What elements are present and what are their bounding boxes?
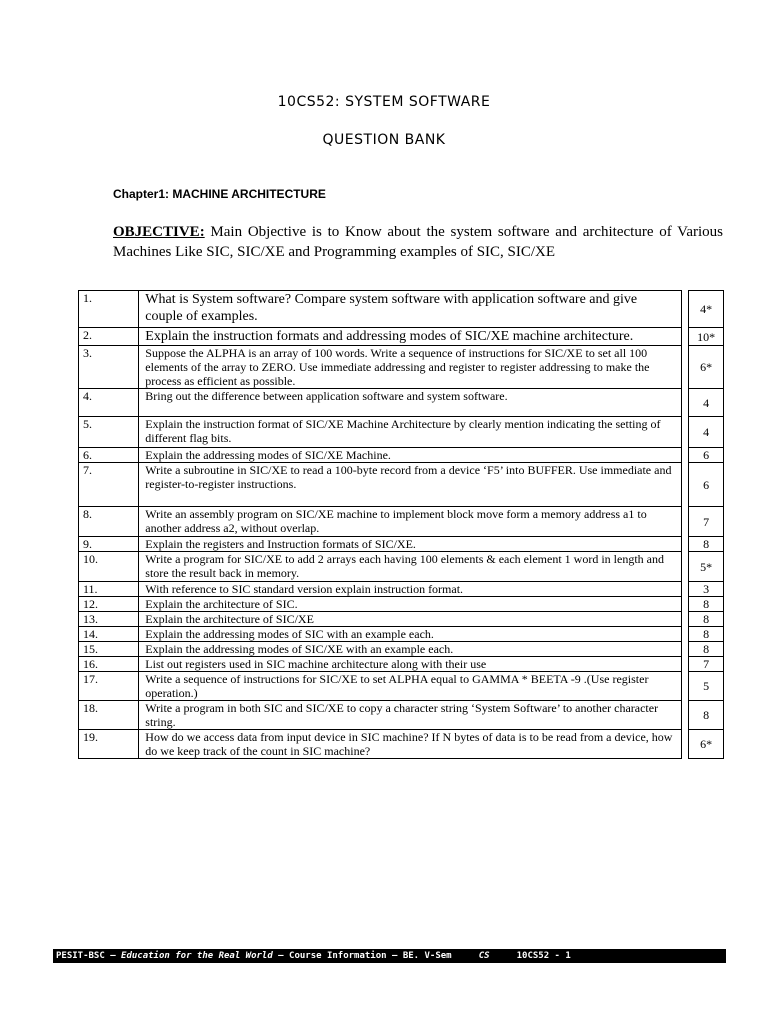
footer-org: PESIT-BSC xyxy=(56,951,105,961)
question-row xyxy=(78,641,724,656)
question-row xyxy=(78,729,724,759)
question-row xyxy=(78,671,724,700)
question-text: List out registers used in SIC machine architecture along with their use xyxy=(139,656,681,671)
question-row xyxy=(78,611,724,626)
question-marks: 8 xyxy=(688,641,724,656)
column-gap xyxy=(681,581,688,596)
question-text: Write a subroutine in SIC/XE to read a 100-byte record from a device ‘F5’ into BUFFER. Use immediate and register-to-register instructions. xyxy=(139,462,681,506)
question-text: Write a program for SIC/XE to add 2 arrays each having 100 elements & each element 1 word in length and store the result back in memory. xyxy=(139,551,681,581)
column-gap xyxy=(681,641,688,656)
question-text: Write a sequence of instructions for SIC/XE to set ALPHA equal to GAMMA * BEETA -9 .(Use register operation.) xyxy=(139,671,681,700)
question-number: 3. xyxy=(78,345,139,388)
column-gap xyxy=(681,462,688,506)
question-marks: 4* xyxy=(688,290,724,327)
question-marks: 5 xyxy=(688,671,724,700)
question-marks: 4 xyxy=(688,416,724,447)
column-gap xyxy=(681,536,688,551)
column-gap xyxy=(681,551,688,581)
footer-tagline: Education for the Real World xyxy=(121,951,273,961)
column-gap xyxy=(681,388,688,416)
question-number: 19. xyxy=(78,729,139,759)
question-text: Explain the addressing modes of SIC/XE Machine. xyxy=(139,447,681,462)
question-row xyxy=(78,626,724,641)
question-number: 15. xyxy=(78,641,139,656)
question-marks: 8 xyxy=(688,596,724,611)
objective-text: Main Objective is to Know about the system software and architecture of Various Machines Like SIC, SIC/XE and Programming examples of SIC, SIC/XE xyxy=(113,224,723,260)
document-title: 10CS52: SYSTEM SOFTWARE xyxy=(277,94,491,110)
question-text: Explain the architecture of SIC. xyxy=(139,596,681,611)
column-gap xyxy=(681,506,688,536)
question-text: Write a program in both SIC and SIC/XE to copy a character string ‘System Software’ to another character string. xyxy=(139,700,681,729)
question-text: Write an assembly program on SIC/XE machine to implement block move form a memory address a1 to another address a2, without overlap. xyxy=(139,506,681,536)
column-gap xyxy=(681,656,688,671)
question-marks: 8 xyxy=(688,536,724,551)
question-row xyxy=(78,290,724,327)
question-text: Explain the registers and Instruction formats of SIC/XE. xyxy=(139,536,681,551)
question-row xyxy=(78,447,724,462)
question-marks: 3 xyxy=(688,581,724,596)
question-text: What is System software? Compare system software with application software and give couple of examples. xyxy=(139,290,681,327)
question-text: Explain the instruction formats and addressing modes of SIC/XE machine architecture. xyxy=(139,327,681,345)
question-number: 13. xyxy=(78,611,139,626)
question-marks: 7 xyxy=(688,656,724,671)
column-gap xyxy=(681,700,688,729)
question-row xyxy=(78,596,724,611)
question-marks: 4 xyxy=(688,388,724,416)
question-number: 10. xyxy=(78,551,139,581)
question-text: Bring out the difference between application software and system software. xyxy=(139,388,681,416)
question-number: 14. xyxy=(78,626,139,641)
column-gap xyxy=(681,611,688,626)
question-row xyxy=(78,656,724,671)
question-text: Suppose the ALPHA is an array of 100 words. Write a sequence of instructions for SIC/XE to set all 100 elements of the array to ZERO. Use immediate addressing and register to register addressing to make the process as efficient as possible. xyxy=(139,345,681,388)
question-row xyxy=(78,416,724,447)
question-row xyxy=(78,536,724,551)
document-subtitle: QUESTION BANK xyxy=(322,132,446,148)
question-marks: 7 xyxy=(688,506,724,536)
question-text: Explain the instruction format of SIC/XE Machine Architecture by clearly mention indicating the setting of different flag bits. xyxy=(139,416,681,447)
column-gap xyxy=(681,729,688,759)
question-row xyxy=(78,388,724,416)
question-marks: 6* xyxy=(688,729,724,759)
question-row xyxy=(78,700,724,729)
question-row xyxy=(78,506,724,536)
question-number: 11. xyxy=(78,581,139,596)
column-gap xyxy=(681,345,688,388)
column-gap xyxy=(681,626,688,641)
question-table xyxy=(78,290,724,759)
question-marks: 8 xyxy=(688,700,724,729)
question-text: With reference to SIC standard version explain instruction format. xyxy=(139,581,681,596)
question-text: Explain the addressing modes of SIC/XE with an example each. xyxy=(139,641,681,656)
question-number: 18. xyxy=(78,700,139,729)
question-text: How do we access data from input device in SIC machine? If N bytes of data is to be read from a device, how do we keep track of the count in SIC machine? xyxy=(139,729,681,759)
objective-paragraph xyxy=(113,222,723,262)
objective-label: OBJECTIVE: xyxy=(113,224,205,240)
question-marks: 6 xyxy=(688,447,724,462)
column-gap xyxy=(681,290,688,327)
column-gap xyxy=(681,416,688,447)
footer-dept: CS xyxy=(478,951,490,961)
question-row xyxy=(78,345,724,388)
column-gap xyxy=(681,671,688,700)
question-number: 16. xyxy=(78,656,139,671)
question-number: 1. xyxy=(78,290,139,327)
page-footer: PESIT-BSC – Education for the Real World – Course Information – BE. V-Sem CS 10CS52 - 1 xyxy=(53,949,726,963)
question-text: Explain the architecture of SIC/XE xyxy=(139,611,681,626)
question-number: 12. xyxy=(78,596,139,611)
question-number: 7. xyxy=(78,462,139,506)
question-row xyxy=(78,581,724,596)
question-number: 4. xyxy=(78,388,139,416)
question-marks: 10* xyxy=(688,327,724,345)
column-gap xyxy=(681,327,688,345)
question-row xyxy=(78,327,724,345)
footer-page: 10CS52 - 1 xyxy=(516,951,571,961)
question-number: 9. xyxy=(78,536,139,551)
question-row xyxy=(78,551,724,581)
column-gap xyxy=(681,596,688,611)
question-number: 5. xyxy=(78,416,139,447)
question-number: 6. xyxy=(78,447,139,462)
question-marks: 6 xyxy=(688,462,724,506)
question-number: 17. xyxy=(78,671,139,700)
question-number: 8. xyxy=(78,506,139,536)
question-marks: 5* xyxy=(688,551,724,581)
question-marks: 6* xyxy=(688,345,724,388)
question-row xyxy=(78,462,724,506)
footer-course: Course Information – BE. V-Sem xyxy=(289,951,452,961)
column-gap xyxy=(681,447,688,462)
question-number: 2. xyxy=(78,327,139,345)
question-marks: 8 xyxy=(688,626,724,641)
chapter-heading: Chapter1: MACHINE ARCHITECTURE xyxy=(113,187,326,201)
question-text: Explain the addressing modes of SIC with an example each. xyxy=(139,626,681,641)
question-marks: 8 xyxy=(688,611,724,626)
